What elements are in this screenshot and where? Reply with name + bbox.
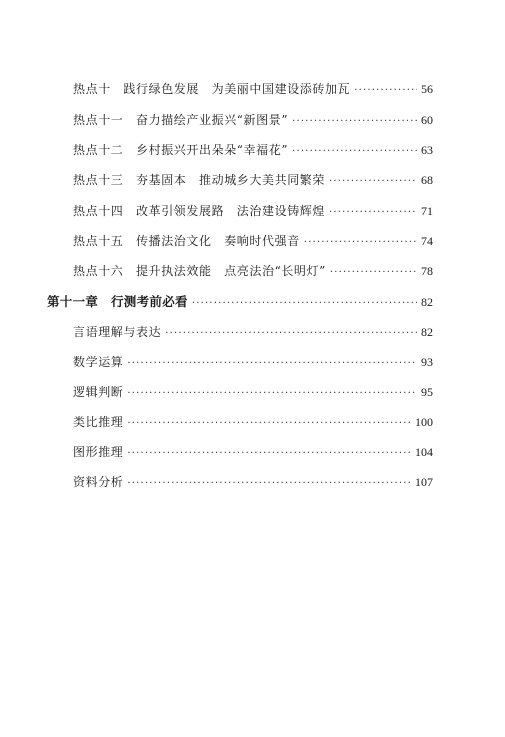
dot-leader bbox=[127, 388, 417, 399]
toc-entry-hotspot-16 bbox=[73, 262, 433, 279]
toc-entry-title: 热点十三 夯基固本 推动城乡大美共同繁荣 bbox=[73, 173, 326, 187]
toc-entry-hotspot-13 bbox=[73, 171, 433, 188]
toc-entry-title: 言语理解与表达 bbox=[73, 325, 162, 339]
toc-page-number: 68 bbox=[421, 173, 433, 187]
toc-entry-title: 类比推理 bbox=[73, 415, 124, 429]
toc-entry-logic bbox=[73, 383, 433, 400]
dot-leader bbox=[127, 418, 411, 429]
toc-entry-math bbox=[73, 353, 433, 370]
dot-leader bbox=[329, 176, 417, 187]
toc-page-number: 82 bbox=[421, 295, 433, 309]
toc-entry-title: 热点十六 提升执法效能 点亮法治“长明灯” bbox=[73, 264, 326, 278]
dot-leader bbox=[354, 85, 417, 96]
toc-entry-hotspot-12 bbox=[73, 141, 433, 158]
dot-leader bbox=[292, 116, 417, 127]
toc-entry-title: 热点十一 奋力描绘产业振兴“新图景” bbox=[73, 113, 289, 127]
dot-leader bbox=[127, 478, 411, 489]
toc-page-number: 95 bbox=[421, 385, 433, 399]
toc-entry-verbal bbox=[73, 323, 433, 340]
toc-chapter-11 bbox=[47, 292, 433, 310]
toc-entry-title: 热点十五 传播法治文化 奏响时代强音 bbox=[73, 234, 300, 248]
dot-leader bbox=[304, 237, 417, 248]
toc-page-number: 107 bbox=[415, 475, 433, 489]
dot-leader bbox=[330, 267, 417, 278]
toc-page-number: 104 bbox=[415, 445, 433, 459]
toc-entry-analogy bbox=[73, 413, 433, 430]
toc-entry-hotspot-14 bbox=[73, 202, 433, 219]
toc-page-number: 74 bbox=[421, 234, 433, 248]
toc-entry-title: 数学运算 bbox=[73, 355, 124, 369]
dot-leader bbox=[127, 448, 411, 459]
dot-leader bbox=[329, 207, 417, 218]
toc-page-number: 60 bbox=[421, 113, 433, 127]
toc-entry-title: 图形推理 bbox=[73, 445, 124, 459]
toc-entry-data-analysis bbox=[73, 473, 433, 490]
dot-leader bbox=[127, 358, 417, 369]
toc-page-number: 93 bbox=[421, 355, 433, 369]
toc-entry-hotspot-10 bbox=[73, 80, 433, 97]
toc-entry-title: 逻辑判断 bbox=[73, 385, 124, 399]
toc-page-number: 82 bbox=[421, 325, 433, 339]
chapter-title: 第十一章 行测考前必看 bbox=[47, 294, 188, 309]
toc-entry-title: 热点十二 乡村振兴开出朵朵“幸福花” bbox=[73, 143, 289, 157]
dot-leader bbox=[165, 328, 417, 339]
dot-leader bbox=[292, 146, 417, 157]
toc-entry-figure bbox=[73, 443, 433, 460]
toc-entry-title: 热点十 践行绿色发展 为美丽中国建设添砖加瓦 bbox=[73, 82, 351, 96]
toc-page-number: 78 bbox=[421, 264, 433, 278]
toc-page-number: 100 bbox=[415, 415, 433, 429]
toc-page-number: 71 bbox=[421, 204, 433, 218]
toc-entry-hotspot-15 bbox=[73, 232, 433, 249]
toc-page-number: 63 bbox=[421, 143, 433, 157]
toc-entry-title: 热点十四 改革引领发展路 法治建设铸辉煌 bbox=[73, 204, 326, 218]
toc-entry-title: 资料分析 bbox=[73, 475, 124, 489]
dot-leader bbox=[192, 298, 417, 309]
toc-entry-hotspot-11 bbox=[73, 111, 433, 128]
toc-page-number: 56 bbox=[421, 82, 433, 96]
